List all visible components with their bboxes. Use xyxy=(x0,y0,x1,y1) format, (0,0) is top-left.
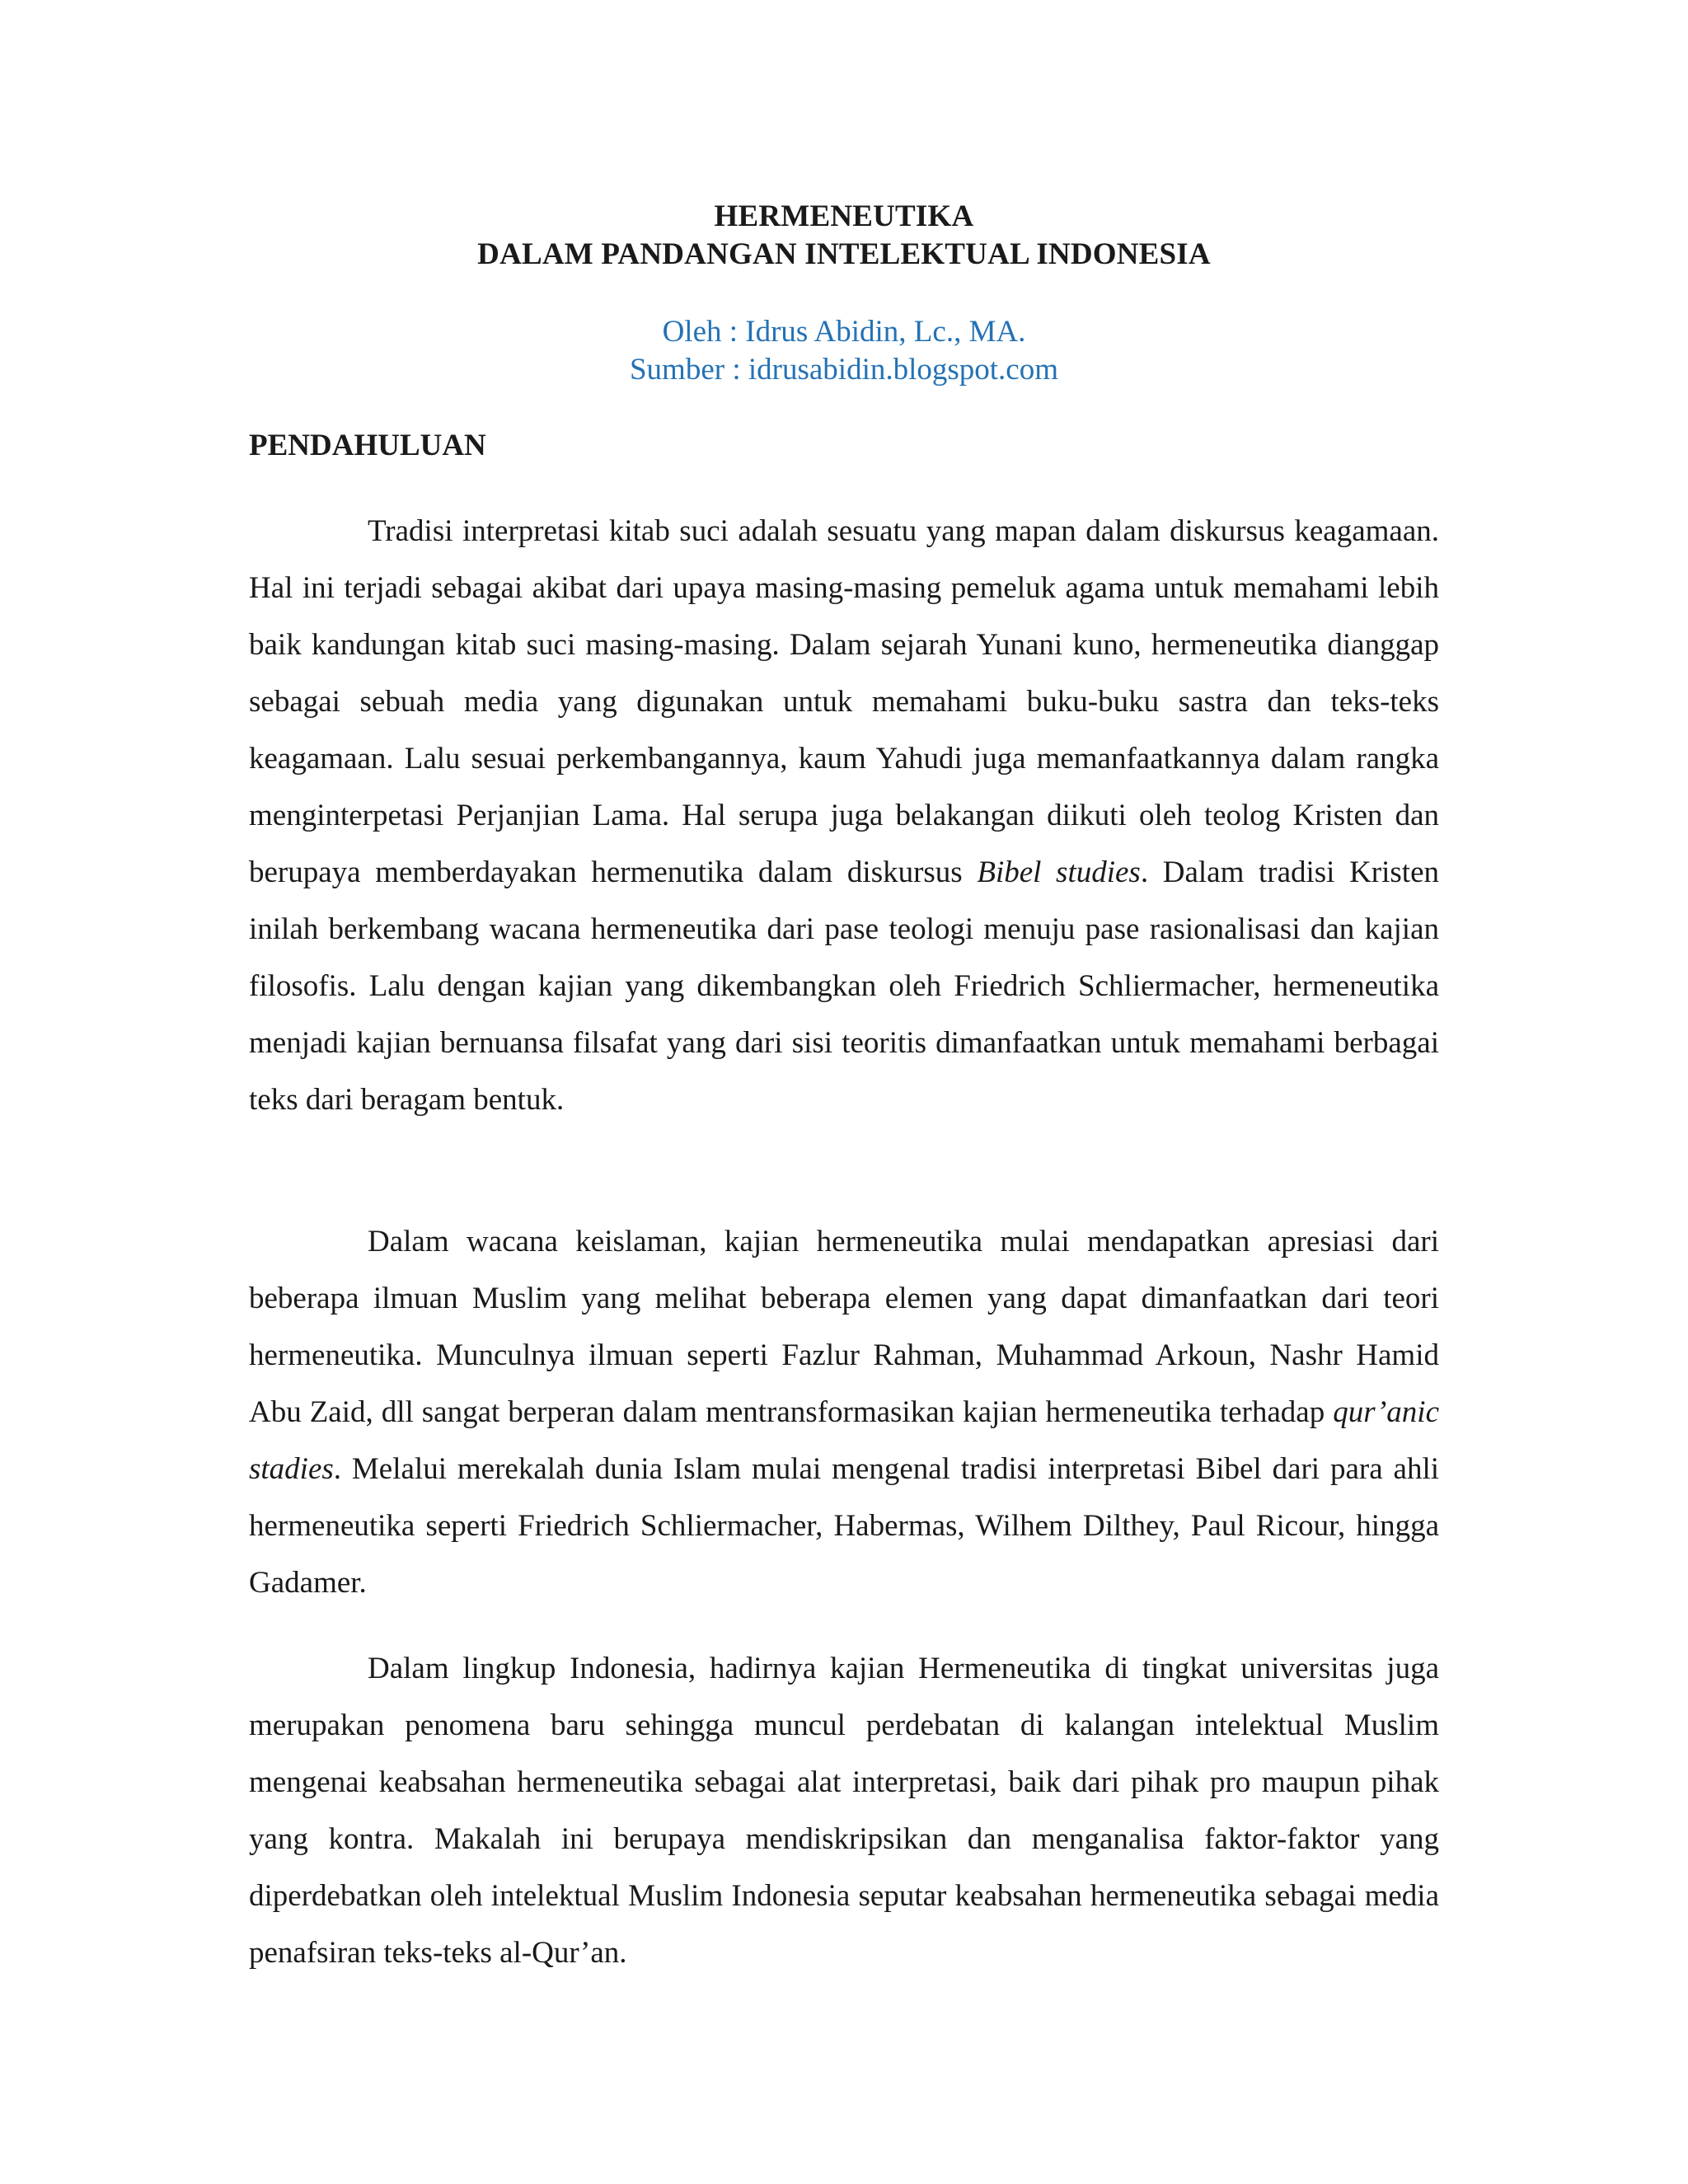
paragraph-2-italic: qur’anic stadies xyxy=(249,1395,1439,1486)
source-line: Sumber : idrusabidin.blogspot.com xyxy=(629,353,1059,387)
byline xyxy=(0,313,1688,389)
title-line-2: DALAM PANDANGAN INTELEKTUAL INDONESIA xyxy=(477,237,1211,271)
paragraph-3 xyxy=(249,1640,1439,1981)
paragraph-1-italic: Bibel studies xyxy=(977,855,1141,889)
paragraph-2 xyxy=(249,1213,1439,1611)
paragraph-1-text-b: . Dalam tradisi Kristen inilah berkembang wacana hermeneutika dari pase teologi menuju pase rasionalisasi dan kajian filosofis. Lalu dengan kajian yang dikembangkan oleh Friedrich Schliermacher, hermeneutika menjadi kajian bernuansa filsafat yang dari sisi teoritis dimanfaatkan untuk memahami berbagai teks dari beragam bentuk. xyxy=(249,855,1439,1117)
paragraph-1 xyxy=(249,503,1439,1128)
paragraph-2-text-b: . Melalui merekalah dunia Islam mulai mengenal tradisi interpretasi Bibel dari para ahli hermeneutika seperti Friedrich Schliermacher, Habermas, Wilhem Dilthey, Paul Ricour, hingga Gadamer. xyxy=(249,1452,1439,1600)
title-line-1: HERMENEUTIKA xyxy=(714,199,974,233)
paragraph-2-text-a: Dalam wacana keislaman, kajian hermeneutika mulai mendapatkan apresiasi dari beberapa ilmuan Muslim yang melihat beberapa elemen yang dapat dimanfaatkan dari teori hermeneutika. Munculnya ilmuan seperti Fazlur Rahman, Muhammad Arkoun, Nashr Hamid Abu Zaid, dll sangat berperan dalam mentransformasikan kajian hermeneutika terhadap xyxy=(249,1225,1439,1429)
author-line: Oleh : Idrus Abidin, Lc., MA. xyxy=(662,315,1026,349)
paragraph-1-text-a: Tradisi interpretasi kitab suci adalah sesuatu yang mapan dalam diskursus keagamaan. Hal ini terjadi sebagai akibat dari upaya masing-masing pemeluk agama untuk memahami lebih baik kandungan kitab suci masing-masing. Dalam sejarah Yunani kuno, hermeneutika dianggap sebagai sebuah media yang digunakan untuk memahami buku-buku sastra dan teks-teks keagamaan. Lalu sesuai perkembangannya, kaum Yahudi juga memanfaatkannya dalam rangka menginterpetasi Perjanjian Lama. Hal serupa juga belakangan diikuti oleh teolog Kristen dan berupaya memberdayakan hermenutika dalam diskursus xyxy=(249,514,1439,889)
paragraph-3-text: Dalam lingkup Indonesia, hadirnya kajian Hermeneutika di tingkat universitas juga merupakan penomena baru sehingga muncul perdebatan di kalangan intelektual Muslim mengenai keabsahan hermeneutika sebagai alat interpretasi, baik dari pihak pro maupun pihak yang kontra. Makalah ini berupaya mendiskripsikan dan menganalisa faktor-faktor yang diperdebatkan oleh intelektual Muslim Indonesia seputar keabsahan hermeneutika sebagai media penafsiran teks-teks al-Qur’an. xyxy=(249,1652,1439,1970)
document-title xyxy=(0,198,1688,274)
section-heading: PENDAHULUAN xyxy=(249,429,486,462)
